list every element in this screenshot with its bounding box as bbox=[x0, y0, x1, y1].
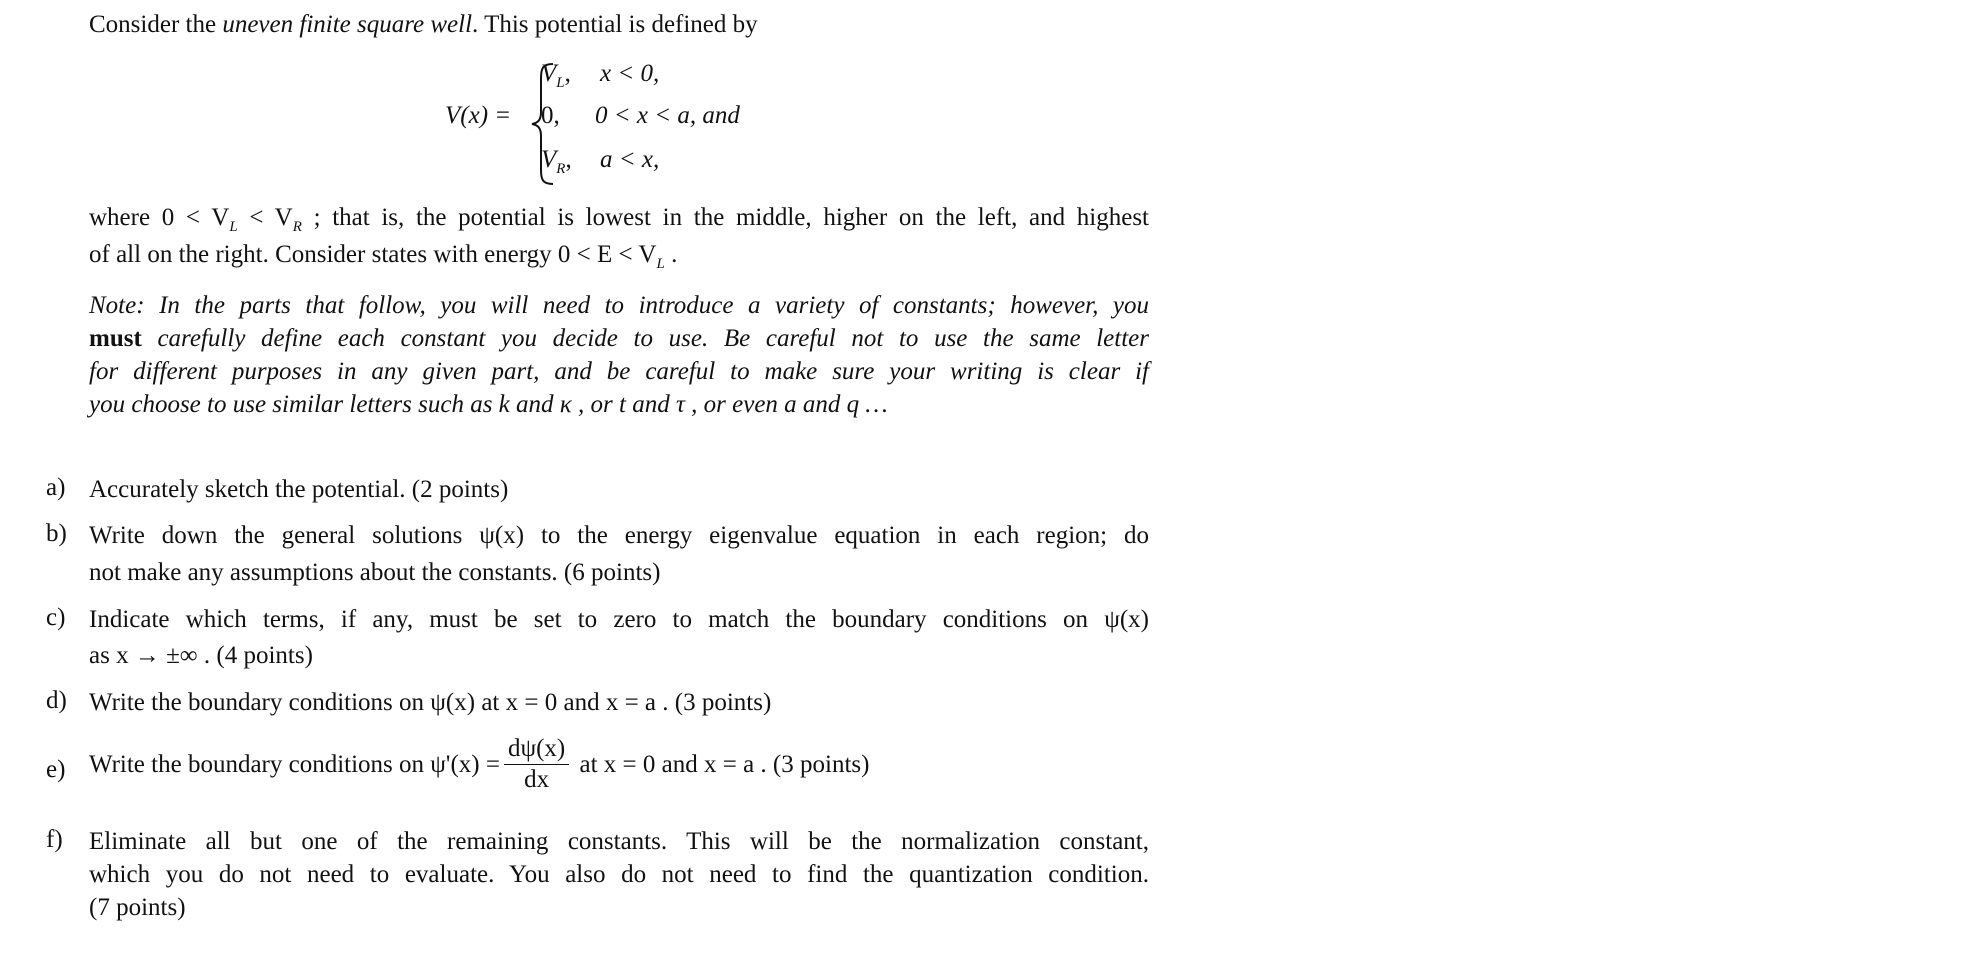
note-line-2: must carefully define each constant you decide to use. Be careful not to use the same letter bbox=[89, 325, 1149, 352]
part-label: a) bbox=[46, 474, 66, 501]
case-right: $V_R$, bbox=[541, 146, 572, 177]
note-line-3: for different purposes in any given part, and be careful to make sure your writing is clear if bbox=[89, 358, 1149, 385]
part-label: d) bbox=[46, 687, 67, 714]
part-text: Accurately sketch the potential. (2 points) bbox=[89, 476, 509, 503]
case-middle: 0, bbox=[541, 102, 560, 129]
where-line-2: of all on the right. Consider states with energy $0 < E < V_L$ . bbox=[89, 241, 678, 272]
case-right-condition: a < x, bbox=[600, 146, 660, 173]
intro-text-before: Consider the bbox=[89, 11, 223, 38]
case-middle-condition: 0 < x < a, and bbox=[595, 102, 740, 129]
potential-definition bbox=[445, 54, 765, 184]
intro-emphasis: uneven finite square well bbox=[222, 11, 473, 38]
derivative-fraction: $\frac{d\psi(x)}{dx}$ bbox=[504, 734, 569, 795]
part-text: not make any assumptions about the constants. (6 points) bbox=[89, 559, 661, 586]
intro-text-after: . This potential is defined by bbox=[472, 11, 758, 38]
note-line-4: you choose to use similar letters such as k and κ , or t and τ , or even a and q … bbox=[89, 391, 888, 418]
note-line-1: Note: In the parts that follow, you will need to introduce a variety of constants; however, you bbox=[89, 292, 1149, 319]
part-label: e) bbox=[46, 756, 66, 783]
part-text: as x → ±∞ . (4 points) bbox=[89, 642, 313, 669]
part-text: Write the boundary conditions on ψ(x) at x = 0 and x = a . (3 points) bbox=[89, 689, 772, 716]
case-left: $V_L$, bbox=[541, 60, 571, 91]
part-label: b) bbox=[46, 520, 67, 547]
part-text: Write down the general solutions ψ(x) to the energy eigenvalue equation in each region; do bbox=[89, 522, 1149, 549]
part-text: which you do not need to evaluate. You also do not need to find the quantization condition. bbox=[89, 861, 1149, 888]
part-text: Indicate which terms, if any, must be set to zero to match the boundary conditions on ψ(x) bbox=[89, 606, 1149, 633]
where-line-1: where $0 < V_L < V_R$ ; that is, the potential is lowest in the middle, higher on the left, and highest bbox=[89, 204, 1150, 235]
part-label: f) bbox=[46, 826, 63, 853]
case-left-condition: x < 0, bbox=[600, 60, 660, 87]
part-text: (7 points) bbox=[89, 894, 186, 921]
part-label: c) bbox=[46, 604, 66, 631]
part-text: Eliminate all but one of the remaining constants. This will be the normalization constant, bbox=[89, 828, 1149, 855]
potential-lhs: V(x) = bbox=[445, 102, 512, 129]
part-text: Write the boundary conditions on ψ'(x) = $\frac{d\psi(x)}{dx}$ at x = 0 and x = a . (3 points) bbox=[89, 735, 870, 793]
